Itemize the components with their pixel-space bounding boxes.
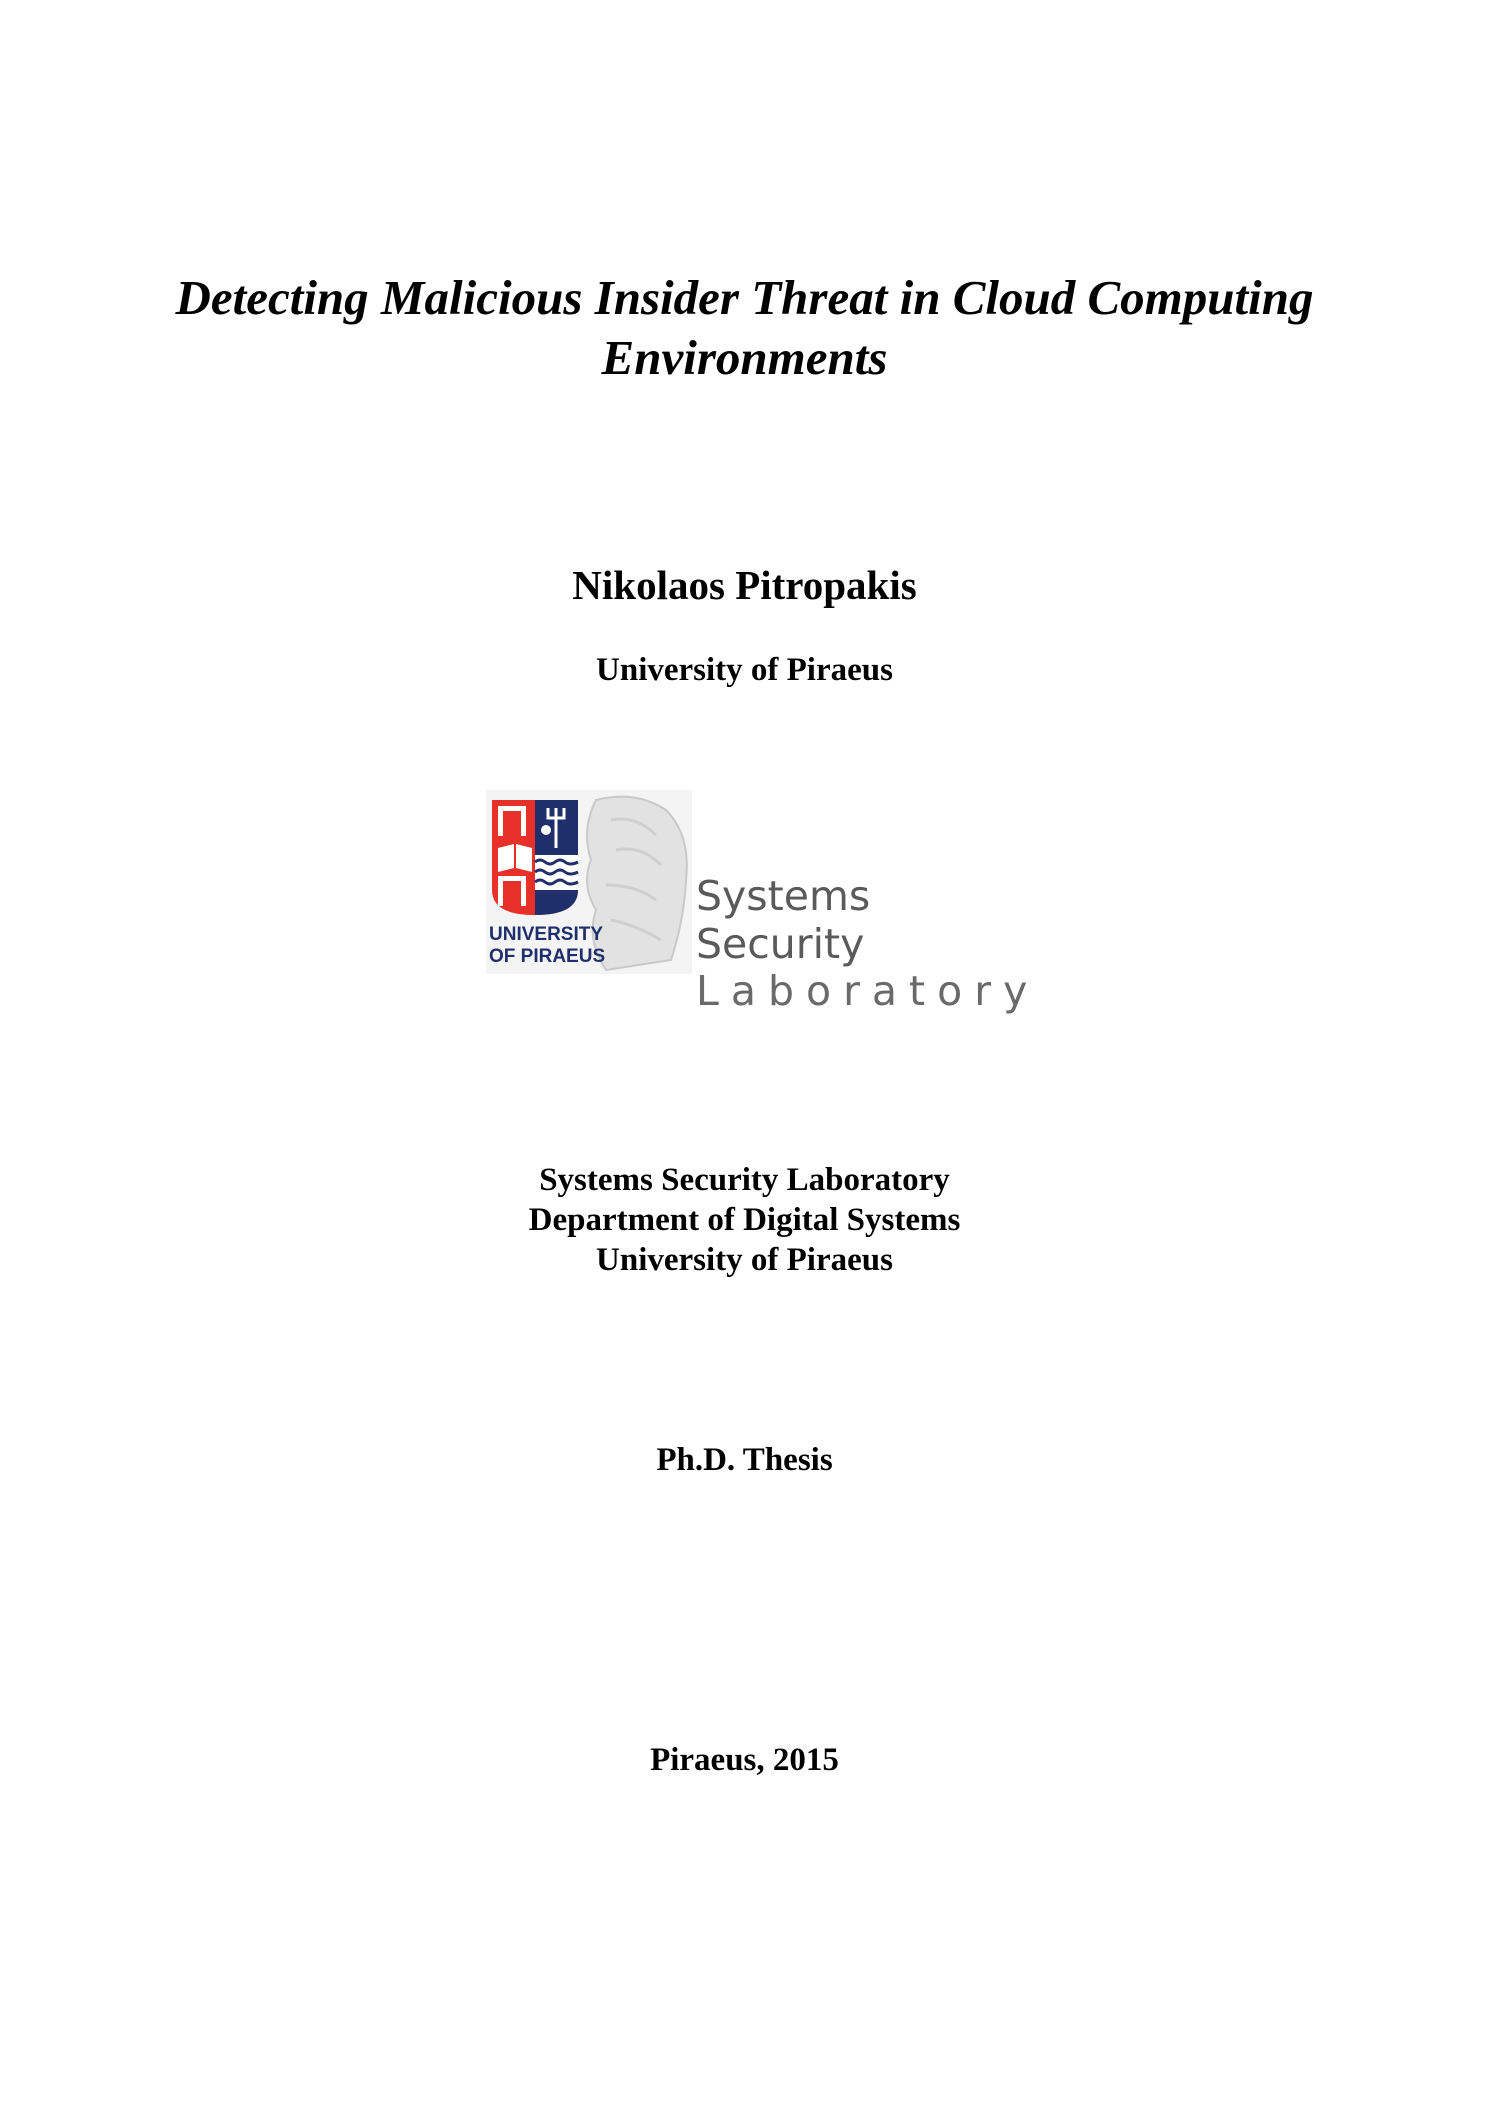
author-name: Nikolaos Pitropakis xyxy=(572,562,917,608)
degree-label: Ph.D. Thesis xyxy=(656,1442,833,1478)
thesis-title-line-2: Environments xyxy=(601,330,888,385)
thesis-title-line-1: Detecting Malicious Insider Threat in Cloud Computing xyxy=(175,270,1314,325)
lab-logo-line-2: Laboratory xyxy=(696,967,1040,1015)
seal-text-line-1: UNIVERSITY xyxy=(489,924,604,945)
affiliation-university: University of Piraeus xyxy=(596,1242,893,1278)
thesis-title xyxy=(0,268,1489,388)
affiliation-department: Department of Digital Systems xyxy=(528,1202,961,1238)
lab-logo-text xyxy=(696,872,1046,1014)
systems-security-laboratory-logo xyxy=(486,790,1046,1015)
university-of-piraeus-seal-icon xyxy=(486,790,692,974)
affiliation-block xyxy=(0,1160,1489,1280)
seal-text-line-2: OF PIRAEUS xyxy=(489,946,606,967)
author-university: University of Piraeus xyxy=(596,652,893,688)
place-and-date: Piraeus, 2015 xyxy=(650,1742,839,1778)
lab-logo-line-1: Systems Security xyxy=(696,872,871,968)
affiliation-laboratory: Systems Security Laboratory xyxy=(539,1162,950,1198)
